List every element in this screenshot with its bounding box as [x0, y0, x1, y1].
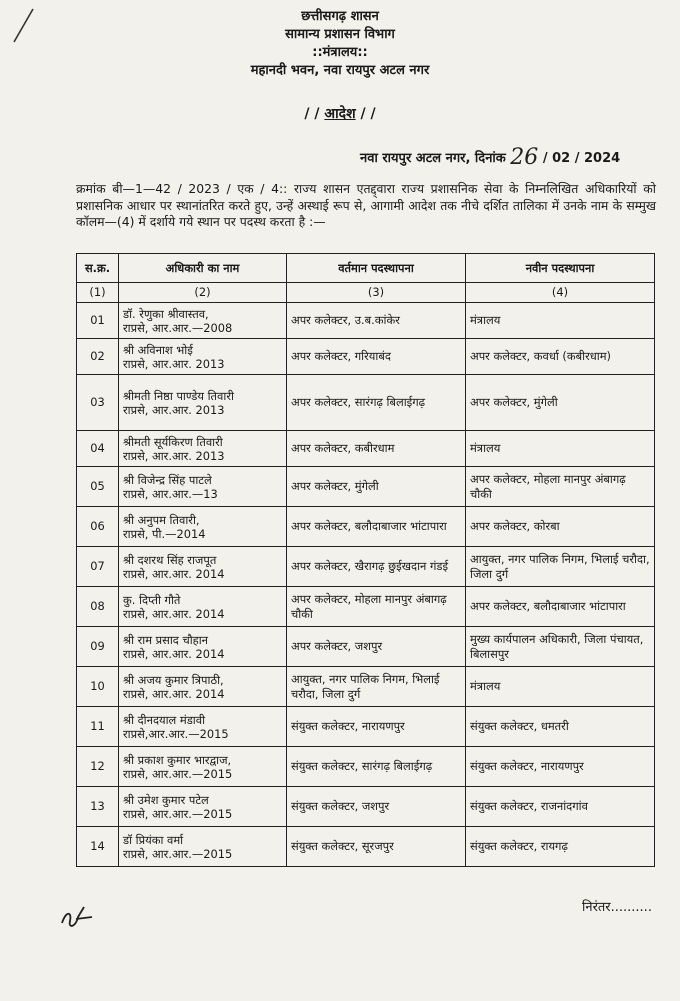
col-number: (4)	[466, 283, 655, 303]
officer-service: राप्रसे, आर.आर. 2013	[123, 448, 225, 463]
header-officer-name: अधिकारी का नाम	[119, 254, 287, 283]
officer-name: डॉ प्रियंका वर्मा	[123, 832, 184, 847]
serial-number: 05	[77, 467, 119, 507]
column-number-row	[77, 283, 655, 303]
new-posting: मंत्रालय	[466, 431, 655, 467]
officer-cell	[119, 547, 287, 587]
new-posting: मुख्य कार्यपालन अधिकारी, जिला पंचायत, बिलासपुर	[466, 627, 655, 667]
current-posting: अपर कलेक्टर, खैरागढ़ छुईखदान गंडई	[287, 547, 466, 587]
officer-service: राप्रसे, आर.आर. 2013	[123, 356, 225, 371]
officer-service: राप्रसे,आर.आर.—2015	[123, 726, 229, 741]
current-posting: संयुक्त कलेक्टर, सारंगढ़ बिलाईगढ़	[287, 747, 466, 787]
current-posting: आयुक्त, नगर पालिक निगम, भिलाई चरौदा, जिला दुर्ग	[287, 667, 466, 707]
table-row	[77, 547, 655, 587]
new-posting: मंत्रालय	[466, 303, 655, 339]
current-posting: संयुक्त कलेक्टर, नारायणपुर	[287, 707, 466, 747]
officer-name: श्री अनुपम तिवारी,	[123, 512, 200, 527]
table-row	[77, 627, 655, 667]
serial-number: 09	[77, 627, 119, 667]
officer-service: राप्रसे, आर.आर.—2015	[123, 806, 233, 821]
officer-cell	[119, 303, 287, 339]
new-posting: अपर कलेक्टर, कवर्धा (कबीरधाम)	[466, 339, 655, 375]
serial-number: 02	[77, 339, 119, 375]
officer-service: राप्रसे, आर.आर. 2014	[123, 606, 225, 621]
table-row	[77, 467, 655, 507]
current-posting: अपर कलेक्टर, कबीरधाम	[287, 431, 466, 467]
officer-service: राप्रसे, पी.—2014	[123, 526, 206, 541]
table-row	[77, 827, 655, 867]
officer-service: राप्रसे, आर.आर. 2014	[123, 646, 225, 661]
header-serial: स.क्र.	[77, 254, 119, 283]
current-posting: अपर कलेक्टर, गरियाबंद	[287, 339, 466, 375]
officer-service: राप्रसे, आर.आर.—2015	[123, 766, 233, 781]
current-posting: अपर कलेक्टर, मोहला मानपुर अंबागढ़ चौकी	[287, 587, 466, 627]
new-posting: संयुक्त कलेक्टर, धमतरी	[466, 707, 655, 747]
table-row	[77, 707, 655, 747]
officer-name: श्री दशरथ सिंह राजपूत	[123, 552, 217, 567]
table-row	[77, 787, 655, 827]
officer-cell	[119, 667, 287, 707]
officer-name: श्री प्रकाश कुमार भारद्वाज,	[123, 752, 232, 767]
officer-name: श्री अविनाश भोई	[123, 342, 193, 357]
new-posting: संयुक्त कलेक्टर, राजनांदगांव	[466, 787, 655, 827]
officer-name: कु. दिप्ती गौते	[123, 592, 181, 607]
officer-cell	[119, 431, 287, 467]
office-address: महानदी भवन, नवा रायपुर अटल नगर	[250, 63, 430, 78]
document-header	[0, 8, 680, 80]
officer-cell	[119, 375, 287, 431]
transfer-table	[76, 253, 655, 867]
officer-service: राप्रसे, आर.आर. 2014	[123, 686, 225, 701]
new-posting: अपर कलेक्टर, कोरबा	[466, 507, 655, 547]
officer-cell	[119, 587, 287, 627]
new-posting: अपर कलेक्टर, मोहला मानपुर अंबागढ़ चौकी	[466, 467, 655, 507]
officer-service: राप्रसे, आर.आर.—2015	[123, 846, 233, 861]
ministry-label: ::मंत्रालय::	[312, 45, 368, 60]
table-row	[77, 339, 655, 375]
new-posting: अपर कलेक्टर, मुंगेली	[466, 375, 655, 431]
table-row	[77, 747, 655, 787]
current-posting: अपर कलेक्टर, बलौदाबाजार भांटापारा	[287, 507, 466, 547]
header-new-posting: नवीन पदस्थापना	[466, 254, 655, 283]
order-title-text: आदेश	[324, 106, 356, 122]
table-row	[77, 507, 655, 547]
order-intro-paragraph: क्रमांक बी—1—42 / 2023 / एक / 4:: राज्य शासन एतद्द्वारा राज्य प्रशासनिक सेवा के निम्नलिखित अधिकारियों को प्रशासनिक आधार पर स्थानांतरित करते हुए, उन्हें अस्थाई रूप से, आगामी आदेश तक नीचे दर्शित तालिका में उनके नाम के सम्मुख कॉलम—(4) में दर्शाये गये स्थान पर पदस्थ करता है :—	[76, 181, 656, 230]
serial-number: 07	[77, 547, 119, 587]
order-title: / / आदेश / /	[304, 106, 376, 122]
col-number: (1)	[77, 283, 119, 303]
officer-cell	[119, 467, 287, 507]
col-number: (3)	[287, 283, 466, 303]
date-line	[360, 143, 620, 168]
new-posting: अपर कलेक्टर, बलौदाबाजार भांटापारा	[466, 587, 655, 627]
serial-number: 04	[77, 431, 119, 467]
table-row	[77, 375, 655, 431]
officer-cell	[119, 747, 287, 787]
serial-number: 13	[77, 787, 119, 827]
current-posting: संयुक्त कलेक्टर, सूरजपुर	[287, 827, 466, 867]
officer-name: श्रीमती निष्ठा पाण्डेय तिवारी	[123, 388, 234, 403]
date-day-handwritten: 26	[510, 145, 539, 170]
date-rest: / 02 / 2024	[542, 151, 621, 166]
new-posting: संयुक्त कलेक्टर, रायगढ़	[466, 827, 655, 867]
officer-service: राप्रसे, आर.आर. 2014	[123, 566, 225, 581]
officer-name: श्री विजेन्द्र सिंह पाटले	[123, 472, 212, 487]
header-current-posting: वर्तमान पदस्थापना	[287, 254, 466, 283]
serial-number: 08	[77, 587, 119, 627]
department-name: सामान्य प्रशासन विभाग	[285, 27, 395, 42]
current-posting: अपर कलेक्टर, जशपुर	[287, 627, 466, 667]
officer-name: श्री दीनदयाल मंडावी	[123, 712, 206, 727]
officer-cell	[119, 507, 287, 547]
table-row	[77, 303, 655, 339]
officer-cell	[119, 627, 287, 667]
current-posting: अपर कलेक्टर, मुंगेली	[287, 467, 466, 507]
serial-number: 06	[77, 507, 119, 547]
officer-service: राप्रसे, आर.आर.—13	[123, 486, 218, 501]
table-row	[77, 667, 655, 707]
new-posting: संयुक्त कलेक्टर, नारायणपुर	[466, 747, 655, 787]
signature-initials	[58, 903, 98, 933]
serial-number: 14	[77, 827, 119, 867]
officer-service: राप्रसे, आर.आर. 2013	[123, 402, 225, 417]
officer-cell	[119, 707, 287, 747]
officer-name: श्री राम प्रसाद चौहान	[123, 632, 208, 647]
govt-name: छत्तीसगढ़ शासन	[301, 9, 379, 24]
serial-number: 01	[77, 303, 119, 339]
officer-cell	[119, 827, 287, 867]
new-posting: मंत्रालय	[466, 667, 655, 707]
officer-cell	[119, 787, 287, 827]
continued-label: निरंतर..........	[582, 900, 652, 915]
serial-number: 11	[77, 707, 119, 747]
table-row	[77, 431, 655, 467]
serial-number: 12	[77, 747, 119, 787]
table-row	[77, 587, 655, 627]
current-posting: अपर कलेक्टर, सारंगढ़ बिलाईगढ़	[287, 375, 466, 431]
officer-name: श्री उमेश कुमार पटेल	[123, 792, 209, 807]
new-posting: आयुक्त, नगर पालिक निगम, भिलाई चरौदा, जिला दुर्ग	[466, 547, 655, 587]
serial-number: 03	[77, 375, 119, 431]
officer-cell	[119, 339, 287, 375]
officer-service: राप्रसे, आर.आर.—2008	[123, 320, 233, 335]
col-number: (2)	[119, 283, 287, 303]
officer-name: श्रीमती सूर्यकिरण तिवारी	[123, 434, 223, 449]
officer-name: डॉ. रेणुका श्रीवास्तव,	[123, 306, 209, 321]
current-posting: अपर कलेक्टर, उ.ब.कांकेर	[287, 303, 466, 339]
table-header-row	[77, 254, 655, 283]
date-prefix: नवा रायपुर अटल नगर, दिनांक	[360, 151, 506, 166]
current-posting: संयुक्त कलेक्टर, जशपुर	[287, 787, 466, 827]
officer-name: श्री अजय कुमार त्रिपाठी,	[123, 672, 224, 687]
serial-number: 10	[77, 667, 119, 707]
